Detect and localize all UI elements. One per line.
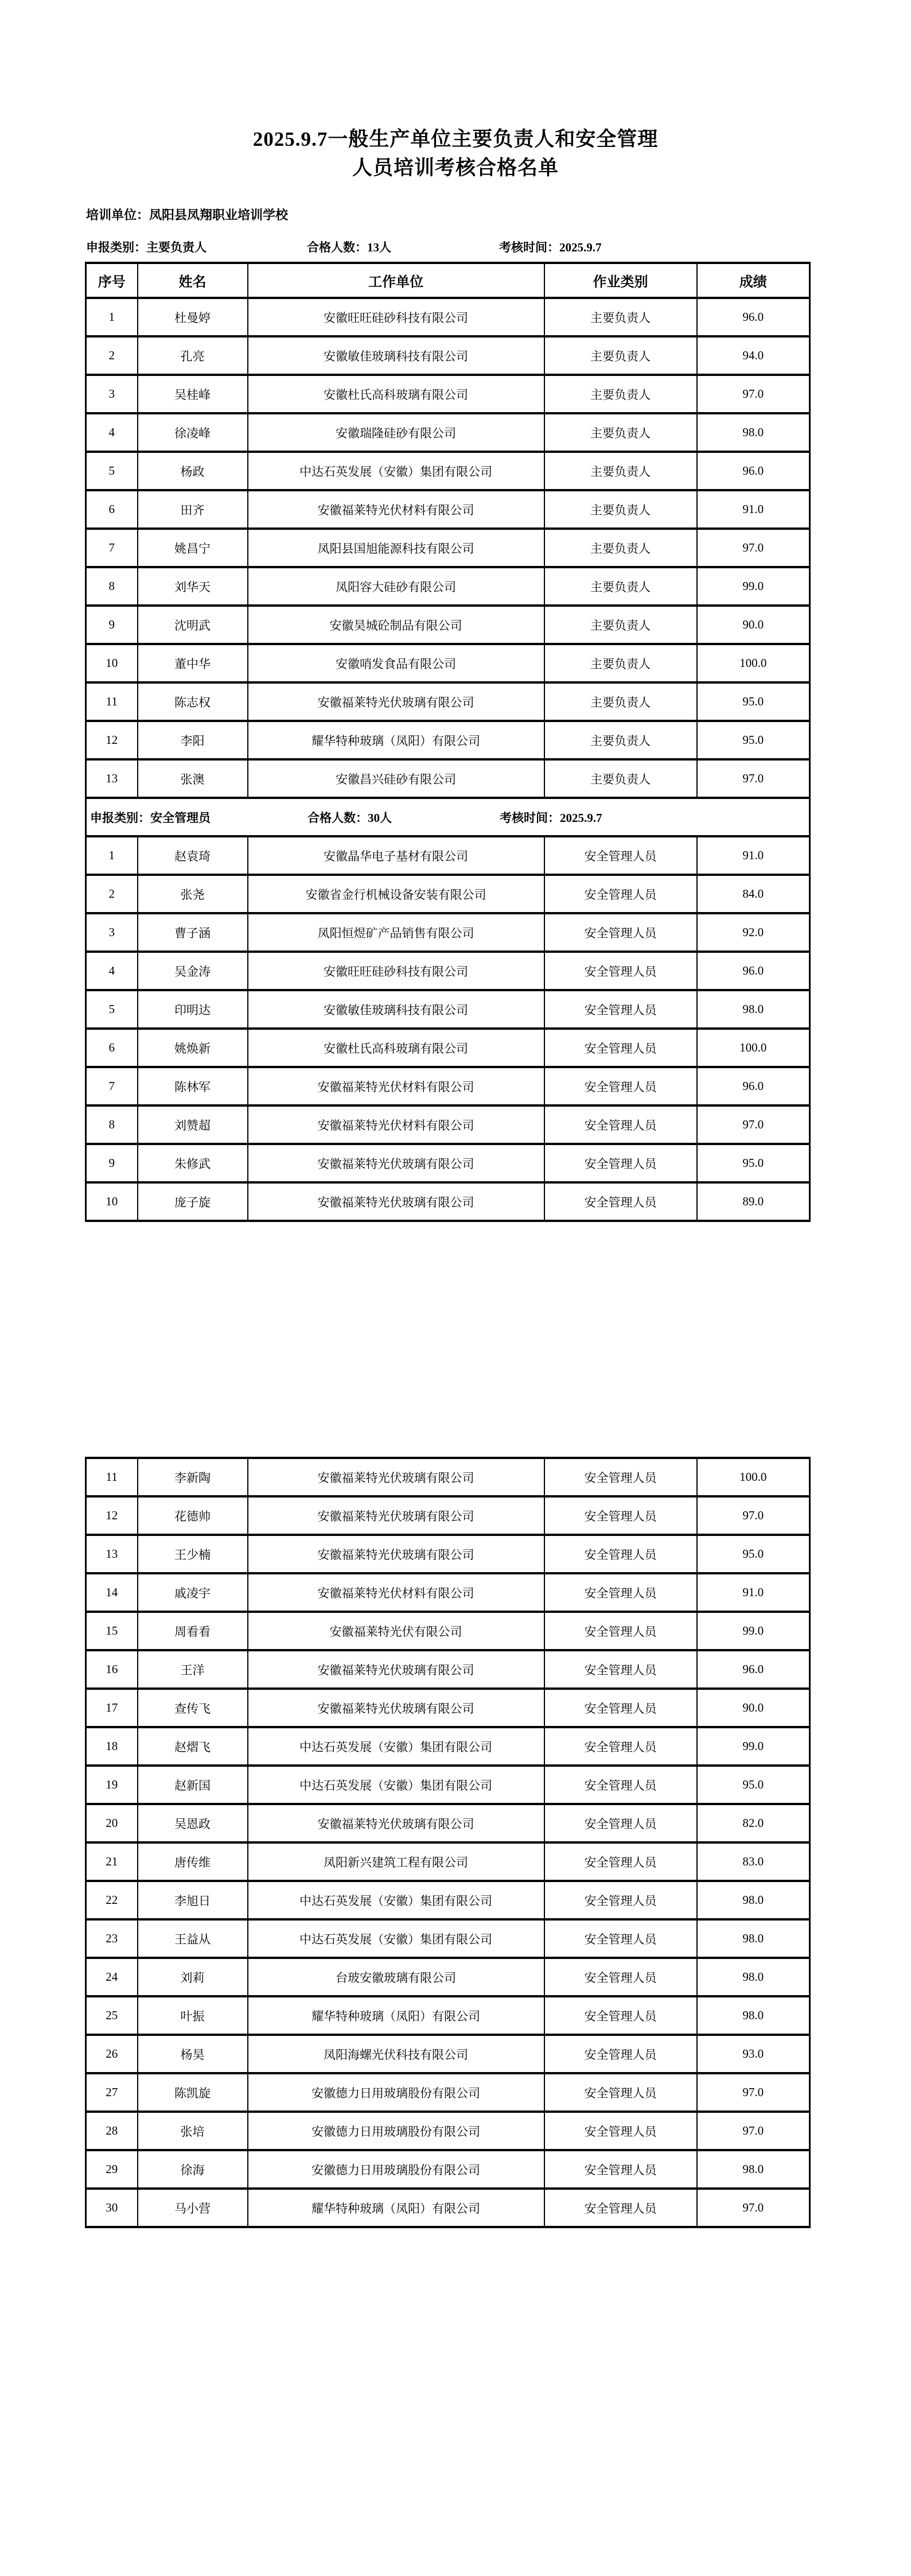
cell-category: 主要负责人 [544,336,697,375]
cell-index: 26 [86,2035,138,2073]
cell-category: 主要负责人 [544,644,697,682]
cell-name: 叶振 [138,1996,248,2035]
cell-index: 16 [86,1650,138,1689]
cell-category: 安全管理人员 [544,2150,697,2189]
cell-score: 98.0 [697,413,810,452]
table-row [86,1996,810,2035]
section2-meta-cell [86,798,810,836]
cell-company: 安徽福莱特光伏玻璃有限公司 [248,1535,544,1573]
cell-category: 安全管理人员 [544,2073,697,2112]
table-row [86,606,810,644]
cell-company: 安徽德力日用玻璃股份有限公司 [248,2112,544,2150]
section2-rows-page1 [86,836,810,1221]
table-row [86,336,810,375]
table-row [86,1029,810,1067]
header-row [86,263,810,298]
cell-score: 98.0 [697,1919,810,1958]
cell-name: 赵新国 [138,1766,248,1804]
cell-category: 安全管理人员 [544,836,697,875]
cell-company: 台玻安徽玻璃有限公司 [248,1958,544,1996]
cell-index: 14 [86,1573,138,1612]
cell-name: 张澳 [138,759,248,798]
cell-index: 7 [86,1067,138,1105]
cell-category: 主要负责人 [544,375,697,413]
cell-name: 吴金涛 [138,952,248,990]
table-row [86,298,810,336]
cell-company: 安徽敏佳玻璃科技有限公司 [248,990,544,1029]
cell-index: 6 [86,490,138,529]
cell-name: 吴恩政 [138,1804,248,1842]
table-row [86,1727,810,1766]
roster-table-header [86,263,810,298]
cell-score: 91.0 [697,836,810,875]
cell-category: 安全管理人员 [544,952,697,990]
section2-count-label: 合格人数： [307,810,368,825]
cell-score: 97.0 [697,1496,810,1535]
cell-category: 安全管理人员 [544,1842,697,1881]
cell-category: 安全管理人员 [544,1650,697,1689]
cell-name: 印明达 [138,990,248,1029]
table-row [86,1535,810,1573]
cell-name: 田齐 [138,490,248,529]
cell-index: 23 [86,1919,138,1958]
section2-rows-page2 [86,1458,810,2227]
cell-score: 89.0 [697,1182,810,1221]
cell-name: 周看看 [138,1612,248,1650]
table-row [86,875,810,913]
cell-name: 杨昊 [138,2035,248,2073]
cell-index: 8 [86,1105,138,1144]
cell-company: 安徽福莱特光伏玻璃有限公司 [248,1496,544,1535]
cell-score: 98.0 [697,2150,810,2189]
cell-category: 安全管理人员 [544,1804,697,1842]
cell-index: 19 [86,1766,138,1804]
cell-score: 84.0 [697,875,810,913]
cell-score: 94.0 [697,336,810,375]
cell-category: 安全管理人员 [544,1766,697,1804]
cell-score: 100.0 [697,1029,810,1067]
cell-name: 庞子旋 [138,1182,248,1221]
table-row [86,759,810,798]
col-header-company: 工作单位 [248,263,544,298]
cell-name: 马小营 [138,2189,248,2227]
cell-name: 李旭日 [138,1881,248,1919]
table-row [86,2112,810,2150]
cell-score: 97.0 [697,2189,810,2227]
section2-category-value: 安全管理员 [150,810,211,825]
cell-name: 姚昌宁 [138,529,248,567]
cell-score: 95.0 [697,1766,810,1804]
cell-score: 95.0 [697,1144,810,1182]
table-row [86,1144,810,1182]
cell-score: 97.0 [697,529,810,567]
table-row [86,913,810,952]
table-row [86,1496,810,1535]
cell-name: 陈志权 [138,682,248,721]
cell-name: 刘华天 [138,567,248,606]
cell-name: 王洋 [138,1650,248,1689]
table-row [86,1650,810,1689]
section1-category [86,238,307,255]
cell-score: 95.0 [697,721,810,759]
table-row [86,1804,810,1842]
cell-category: 安全管理人员 [544,1919,697,1958]
training-unit-label: 培训单位： [86,208,150,222]
table-row [86,1105,810,1144]
cell-score: 98.0 [697,1996,810,2035]
cell-category: 安全管理人员 [544,1612,697,1650]
table-row [86,2073,810,2112]
cell-index: 11 [86,682,138,721]
table-row [86,990,810,1029]
cell-index: 21 [86,1842,138,1881]
section2-time-label: 考核时间： [500,810,560,825]
cell-index: 25 [86,1996,138,2035]
table-row [86,952,810,990]
cell-company: 安徽福莱特光伏玻璃有限公司 [248,1804,544,1842]
table-row [86,375,810,413]
cell-name: 赵袁琦 [138,836,248,875]
cell-company: 安徽福莱特光伏有限公司 [248,1612,544,1650]
cell-score: 99.0 [697,1727,810,1766]
cell-index: 28 [86,2112,138,2150]
cell-company: 中达石英发展（安徽）集团有限公司 [248,1881,544,1919]
cell-category: 安全管理人员 [544,1182,697,1221]
cell-score: 90.0 [697,1689,810,1727]
cell-score: 96.0 [697,298,810,336]
cell-name: 吴桂峰 [138,375,248,413]
table-row [86,567,810,606]
cell-score: 96.0 [697,1067,810,1105]
cell-name: 花德帅 [138,1496,248,1535]
cell-name: 王少楠 [138,1535,248,1573]
table-row [86,1958,810,1996]
cell-index: 9 [86,606,138,644]
section2-time-value: 2025.9.7 [560,810,602,825]
cell-company: 安徽旺旺硅砂科技有限公司 [248,298,544,336]
table-row [86,413,810,452]
cell-name: 王益从 [138,1919,248,1958]
cell-company: 凤阳恒煜矿产品销售有限公司 [248,913,544,952]
cell-name: 张培 [138,2112,248,2150]
cell-category: 安全管理人员 [544,1105,697,1144]
cell-score: 95.0 [697,682,810,721]
cell-name: 李新陶 [138,1458,248,1496]
cell-name: 李阳 [138,721,248,759]
cell-company: 安徽杜氏高科玻璃有限公司 [248,375,544,413]
cell-company: 安徽福莱特光伏材料有限公司 [248,1067,544,1105]
table-row [86,644,810,682]
cell-category: 安全管理人员 [544,2189,697,2227]
cell-index: 29 [86,2150,138,2189]
cell-name: 唐传维 [138,1842,248,1881]
table-row [86,1689,810,1727]
table-row [86,1612,810,1650]
cell-company: 安徽福莱特光伏材料有限公司 [248,490,544,529]
cell-index: 3 [86,913,138,952]
cell-company: 中达石英发展（安徽）集团有限公司 [248,1727,544,1766]
section2-time [500,811,602,825]
cell-category: 安全管理人员 [544,875,697,913]
cell-category: 安全管理人员 [544,1496,697,1535]
page-title-line2: 人员培训考核合格名单 [352,157,559,179]
cell-name: 刘赞超 [138,1105,248,1144]
cell-index: 5 [86,990,138,1029]
cell-index: 1 [86,836,138,875]
table-row [86,2189,810,2227]
table-row [86,452,810,490]
cell-index: 13 [86,759,138,798]
cell-name: 赵熠飞 [138,1727,248,1766]
table-row [86,1573,810,1612]
cell-company: 耀华特种玻璃（凤阳）有限公司 [248,721,544,759]
cell-score: 98.0 [697,1958,810,1996]
col-header-score: 成绩 [697,263,810,298]
section2-divider [86,798,810,836]
cell-name: 陈林军 [138,1067,248,1105]
cell-category: 安全管理人员 [544,1144,697,1182]
cell-category: 安全管理人员 [544,1067,697,1105]
cell-score: 97.0 [697,759,810,798]
training-unit-line [86,205,911,223]
cell-category: 安全管理人员 [544,1881,697,1919]
table-row [86,1067,810,1105]
cell-index: 24 [86,1958,138,1996]
cell-category: 安全管理人员 [544,1458,697,1496]
cell-company: 安徽旺旺硅砂科技有限公司 [248,952,544,990]
cell-name: 陈凯旋 [138,2073,248,2112]
section2-category [90,809,307,826]
table-row [86,1919,810,1958]
table-row [86,1842,810,1881]
cell-index: 20 [86,1804,138,1842]
col-header-category: 作业类别 [544,263,697,298]
section1-time-label: 考核时间： [499,240,559,254]
cell-score: 95.0 [697,1535,810,1573]
cell-company: 安徽福莱特光伏玻璃有限公司 [248,1689,544,1727]
cell-index: 15 [86,1612,138,1650]
cell-index: 3 [86,375,138,413]
cell-company: 安徽德力日用玻璃股份有限公司 [248,2073,544,2112]
cell-index: 4 [86,413,138,452]
section1-category-label: 申报类别： [86,240,146,254]
cell-company: 中达石英发展（安徽）集团有限公司 [248,1766,544,1804]
cell-category: 安全管理人员 [544,913,697,952]
section1-count-label: 合格人数： [307,240,367,254]
roster-table-page2 [85,1457,811,2228]
cell-category: 主要负责人 [544,567,697,606]
cell-index: 18 [86,1727,138,1766]
cell-category: 安全管理人员 [544,1727,697,1766]
cell-index: 17 [86,1689,138,1727]
cell-index: 12 [86,1496,138,1535]
cell-score: 99.0 [697,567,810,606]
cell-score: 98.0 [697,1881,810,1919]
page-title-line1: 2025.9.7一般生产单位主要负责人和安全管理 [252,128,659,150]
table-row [86,721,810,759]
cell-company: 凤阳容大硅砂有限公司 [248,567,544,606]
cell-name: 刘莉 [138,1958,248,1996]
cell-company: 耀华特种玻璃（凤阳）有限公司 [248,2189,544,2227]
cell-company: 安徽福莱特光伏材料有限公司 [248,1573,544,1612]
cell-name: 戚凌宇 [138,1573,248,1612]
cell-name: 张尧 [138,875,248,913]
cell-score: 96.0 [697,1650,810,1689]
training-unit-value: 凤阳县凤翔职业培训学校 [149,208,289,222]
table-row [86,2035,810,2073]
cell-company: 凤阳县国旭能源科技有限公司 [248,529,544,567]
cell-category: 主要负责人 [544,452,697,490]
cell-company: 安徽晶华电子基材有限公司 [248,836,544,875]
cell-category: 主要负责人 [544,682,697,721]
cell-index: 10 [86,1182,138,1221]
section1-time [499,240,602,254]
cell-score: 91.0 [697,490,810,529]
cell-index: 7 [86,529,138,567]
cell-index: 1 [86,298,138,336]
table-row [86,836,810,875]
cell-category: 安全管理人员 [544,1958,697,1996]
cell-company: 中达石英发展（安徽）集团有限公司 [248,1919,544,1958]
cell-category: 主要负责人 [544,606,697,644]
table-row [86,682,810,721]
cell-category: 主要负责人 [544,298,697,336]
cell-category: 主要负责人 [544,759,697,798]
cell-category: 主要负责人 [544,413,697,452]
table-row [86,529,810,567]
section2-category-label: 申报类别： [90,810,150,825]
cell-company: 安徽瑞隆硅砂有限公司 [248,413,544,452]
cell-company: 安徽福莱特光伏玻璃有限公司 [248,682,544,721]
cell-category: 主要负责人 [544,721,697,759]
cell-category: 安全管理人员 [544,990,697,1029]
cell-index: 30 [86,2189,138,2227]
cell-company: 安徽杜氏高科玻璃有限公司 [248,1029,544,1067]
cell-score: 82.0 [697,1804,810,1842]
cell-index: 11 [86,1458,138,1496]
cell-index: 6 [86,1029,138,1067]
cell-name: 朱修武 [138,1144,248,1182]
cell-company: 安徽福莱特光伏材料有限公司 [248,1105,544,1144]
cell-name: 董中华 [138,644,248,682]
cell-index: 10 [86,644,138,682]
cell-index: 27 [86,2073,138,2112]
section2-count [307,809,500,826]
cell-company: 安徽德力日用玻璃股份有限公司 [248,2150,544,2189]
cell-category: 安全管理人员 [544,1996,697,2035]
table-row [86,1458,810,1496]
cell-category: 主要负责人 [544,490,697,529]
cell-company: 安徽哨发食品有限公司 [248,644,544,682]
table-row [86,1182,810,1221]
col-header-index: 序号 [86,263,138,298]
cell-index: 12 [86,721,138,759]
cell-score: 97.0 [697,1105,810,1144]
cell-name: 沈明武 [138,606,248,644]
section1-count-value: 13人 [367,240,391,254]
cell-score: 83.0 [697,1842,810,1881]
cell-category: 主要负责人 [544,529,697,567]
roster-table-page1 [85,262,811,1222]
cell-index: 2 [86,875,138,913]
table-row [86,2150,810,2189]
cell-name: 姚焕新 [138,1029,248,1067]
cell-score: 100.0 [697,1458,810,1496]
cell-score: 92.0 [697,913,810,952]
cell-score: 90.0 [697,606,810,644]
cell-company: 安徽敏佳玻璃科技有限公司 [248,336,544,375]
table-row [86,490,810,529]
cell-name: 徐凌峰 [138,413,248,452]
cell-name: 查传飞 [138,1689,248,1727]
cell-category: 安全管理人员 [544,1029,697,1067]
cell-name: 杨政 [138,452,248,490]
cell-index: 2 [86,336,138,375]
cell-company: 安徽福莱特光伏玻璃有限公司 [248,1144,544,1182]
cell-company: 安徽昊城砼制品有限公司 [248,606,544,644]
section1-category-value: 主要负责人 [146,240,207,254]
cell-score: 96.0 [697,952,810,990]
cell-index: 8 [86,567,138,606]
cell-index: 9 [86,1144,138,1182]
cell-score: 97.0 [697,375,810,413]
cell-category: 安全管理人员 [544,1535,697,1573]
cell-company: 凤阳新兴建筑工程有限公司 [248,1842,544,1881]
cell-score: 98.0 [697,990,810,1029]
section1-count [307,238,499,255]
cell-score: 97.0 [697,2112,810,2150]
cell-name: 曹子涵 [138,913,248,952]
section1-meta-line [86,238,911,255]
cell-name: 徐海 [138,2150,248,2189]
cell-name: 孔亮 [138,336,248,375]
cell-company: 安徽福莱特光伏玻璃有限公司 [248,1182,544,1221]
cell-category: 安全管理人员 [544,2112,697,2150]
cell-index: 5 [86,452,138,490]
cell-score: 97.0 [697,2073,810,2112]
section2-meta-row [86,798,810,836]
cell-company: 耀华特种玻璃（凤阳）有限公司 [248,1996,544,2035]
cell-company: 安徽昌兴硅砂有限公司 [248,759,544,798]
cell-company: 中达石英发展（安徽）集团有限公司 [248,452,544,490]
cell-score: 96.0 [697,452,810,490]
cell-score: 100.0 [697,644,810,682]
table-row [86,1766,810,1804]
col-header-name: 姓名 [138,263,248,298]
cell-company: 安徽福莱特光伏玻璃有限公司 [248,1650,544,1689]
cell-score: 99.0 [697,1612,810,1650]
cell-company: 凤阳海螺光伏科技有限公司 [248,2035,544,2073]
cell-index: 4 [86,952,138,990]
section2-count-value: 30人 [368,810,392,825]
table-row [86,1881,810,1919]
cell-index: 22 [86,1881,138,1919]
cell-name: 杜曼婷 [138,298,248,336]
section1-rows [86,298,810,798]
cell-category: 安全管理人员 [544,1573,697,1612]
cell-category: 安全管理人员 [544,2035,697,2073]
cell-score: 93.0 [697,2035,810,2073]
cell-category: 安全管理人员 [544,1689,697,1727]
cell-score: 91.0 [697,1573,810,1612]
section1-time-value: 2025.9.7 [559,240,602,254]
cell-index: 13 [86,1535,138,1573]
cell-company: 安徽省金行机械设备安装有限公司 [248,875,544,913]
cell-company: 安徽福莱特光伏玻璃有限公司 [248,1458,544,1496]
page-title [0,125,911,183]
